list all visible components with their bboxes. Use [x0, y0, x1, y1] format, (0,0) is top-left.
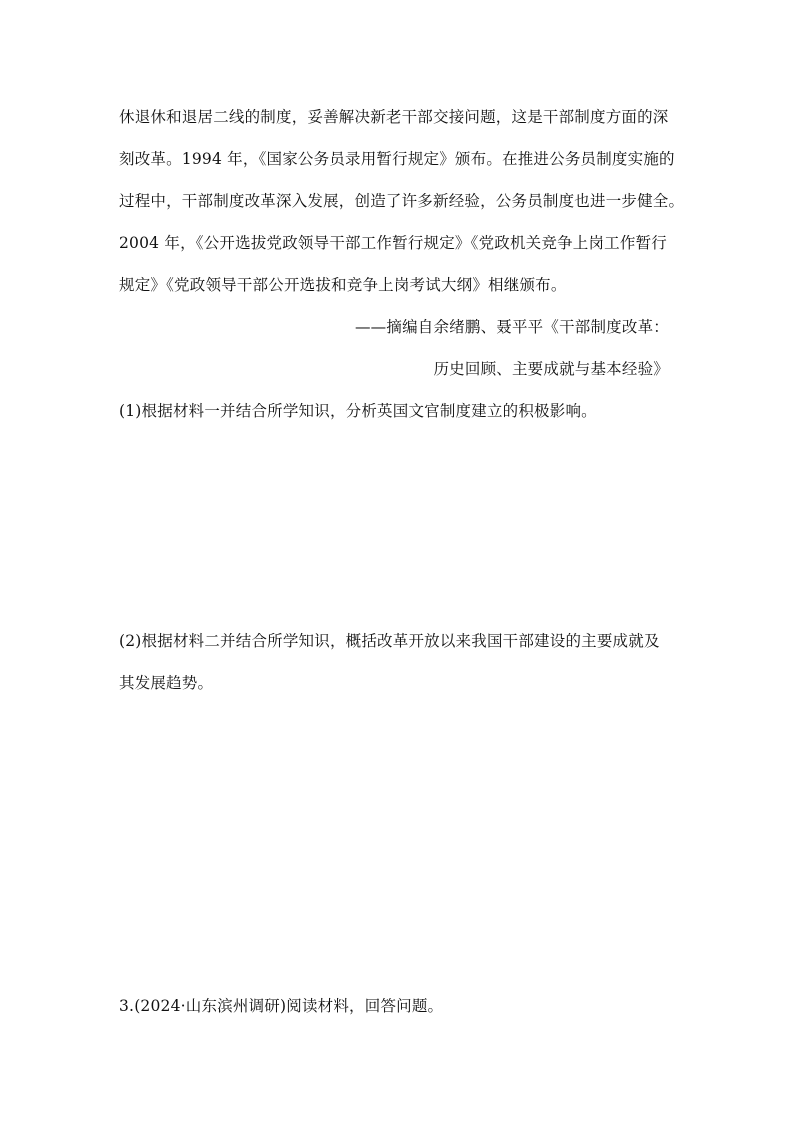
citation-line-2: 历史回顾、主要成就与基本经验》	[433, 360, 669, 378]
material-line-5: 规定》《党政领导干部公开选拔和竞争上岗考试大纲》相继颁布。	[119, 276, 567, 294]
question-2-line-2: 其发展趋势。	[119, 674, 214, 692]
question-3-heading: 3.(2024·山东滨州调研)阅读材料，回答问题。	[119, 997, 444, 1015]
question-1: (1)根据材料一并结合所学知识，分析英国文官制度建立的积极影响。	[119, 402, 597, 420]
citation-line-1: ——摘编自余绪鹏、聂平平《干部制度改革：	[354, 318, 669, 336]
material-line-1: 休退休和退居二线的制度，妥善解决新老干部交接问题，这是干部制度方面的深	[119, 108, 669, 126]
material-line-4: 2004 年，《公开选拔党政领导干部工作暂行规定》《党政机关竞争上岗工作暂行	[119, 234, 667, 252]
material-line-2: 刻改革。1994 年，《国家公务员录用暂行规定》颁布。在推进公务员制度实施的	[119, 150, 675, 168]
material-line-3: 过程中，干部制度改革深入发展，创造了许多新经验，公务员制度也进一步健全。	[119, 192, 685, 210]
question-2-line-1: (2)根据材料二并结合所学知识，概括改革开放以来我国干部建设的主要成就及	[119, 632, 660, 650]
